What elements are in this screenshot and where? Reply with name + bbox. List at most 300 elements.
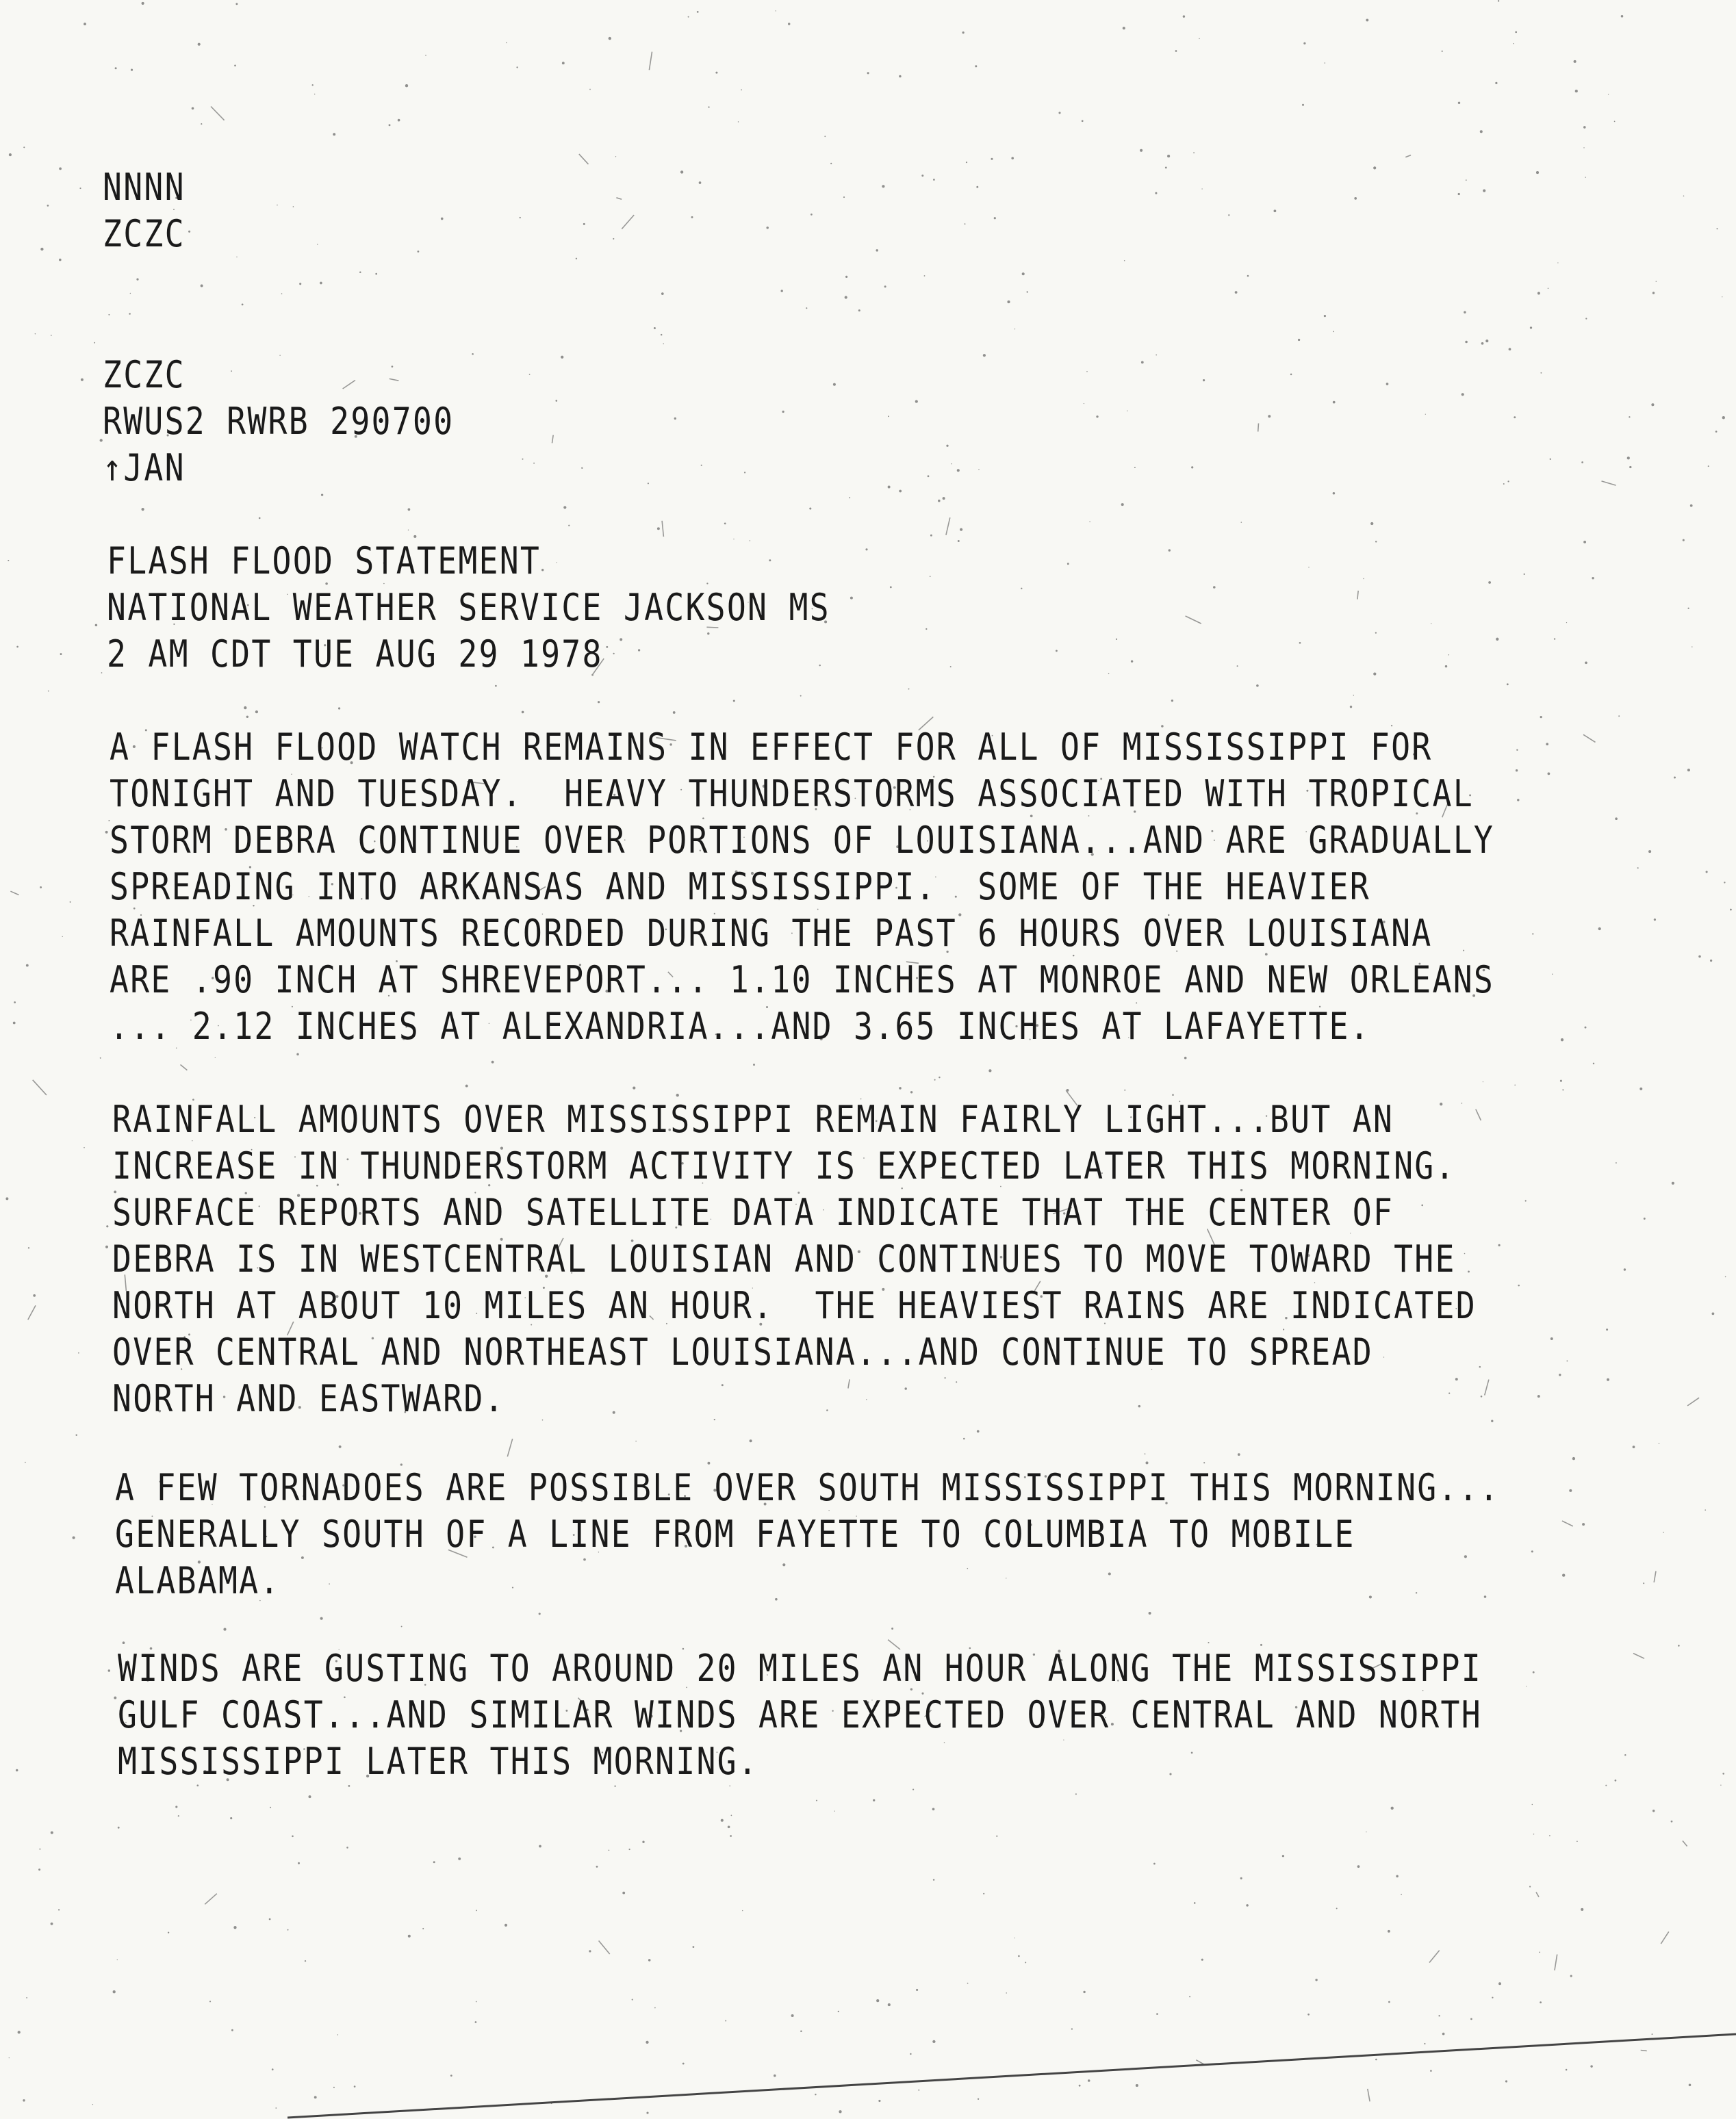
paper-scratch <box>1405 155 1411 157</box>
paper-speck <box>725 2020 726 2022</box>
paper-speck <box>815 2094 816 2095</box>
paper-speck <box>1663 1532 1664 1533</box>
paper-speck <box>1324 315 1326 317</box>
paper-speck <box>1481 342 1484 345</box>
paper-speck <box>1581 461 1583 463</box>
paper-speck <box>1256 684 1259 687</box>
paper-speck <box>408 1935 411 1938</box>
paper-speck <box>450 2075 452 2077</box>
paper-speck <box>910 2053 911 2055</box>
paragraph-line: MISSISSIPPI LATER THIS MORNING. <box>118 1740 759 1783</box>
paper-speck <box>114 1697 116 1699</box>
paper-speck <box>1134 467 1136 468</box>
paper-speck <box>1067 563 1069 565</box>
paper-speck <box>963 1438 965 1440</box>
paper-speck <box>458 1858 461 1860</box>
paper-scratch <box>1357 591 1358 600</box>
paper-speck <box>533 463 535 464</box>
paper-speck <box>1708 465 1709 467</box>
paper-speck <box>1333 331 1334 333</box>
paper-speck <box>769 559 771 561</box>
paper-speck <box>230 1817 232 1819</box>
paper-speck <box>1705 1509 1706 1511</box>
paper-speck <box>1325 62 1326 64</box>
paper-speck <box>506 42 507 44</box>
paper-speck <box>1566 622 1567 623</box>
paper-speck <box>1201 188 1202 189</box>
paper-speck <box>724 523 726 525</box>
paragraph-line: WINDS ARE GUSTING TO AROUND 20 MILES AN HOUR ALONG THE MISSISSIPPI <box>118 1647 1482 1690</box>
paper-speck <box>1425 414 1426 415</box>
paper-speck <box>930 535 932 537</box>
paper-speck <box>1056 650 1058 652</box>
paper-speck <box>1357 1865 1360 1868</box>
paper-speck <box>9 153 12 156</box>
paper-speck <box>392 365 394 368</box>
paper-speck <box>1562 1574 1565 1576</box>
paper-speck <box>1391 1807 1394 1810</box>
paper-speck <box>622 1892 625 1895</box>
paper-speck <box>1386 383 1389 385</box>
paragraph-line: ARE .90 INCH AT SHREVEPORT... 1.10 INCHES AT MONROE AND NEW ORLEANS <box>110 958 1495 1001</box>
paper-speck <box>1145 1461 1148 1464</box>
paper-speck <box>890 586 892 588</box>
paper-speck <box>131 69 133 71</box>
paper-speck <box>1184 1057 1187 1060</box>
paper-speck <box>1498 1982 1501 1985</box>
paper-speck <box>28 1247 29 1248</box>
paper-scratch <box>1583 734 1596 742</box>
paper-speck <box>1651 403 1654 406</box>
paper-speck <box>1165 167 1167 169</box>
paper-speck <box>741 89 742 90</box>
paper-speck <box>1481 1396 1483 1398</box>
paper-speck <box>1063 1739 1064 1740</box>
paper-speck <box>129 313 131 315</box>
paper-speck <box>1498 0 1499 1</box>
paper-speck <box>819 665 820 666</box>
paper-speck <box>62 936 63 937</box>
paper-speck <box>51 1923 53 1925</box>
paper-speck <box>824 136 826 137</box>
paper-speck <box>1461 1103 1463 1104</box>
paper-speck <box>693 1946 695 1948</box>
paper-speck <box>956 1381 957 1383</box>
paper-speck <box>1616 1162 1617 1164</box>
paper-speck <box>1203 379 1205 381</box>
paper-scratch <box>390 378 399 381</box>
paper-speck <box>866 1399 867 1400</box>
paper-speck <box>615 156 616 157</box>
paper-speck <box>320 282 322 285</box>
paper-speck <box>1075 1793 1077 1795</box>
paper-speck <box>1375 541 1377 542</box>
paper-speck <box>16 1769 18 1772</box>
paper-speck <box>967 1983 969 1984</box>
paper-speck <box>983 354 986 357</box>
paper-speck <box>563 506 566 509</box>
paper-speck <box>1131 660 1133 663</box>
paper-speck <box>309 1795 311 1798</box>
paper-speck <box>359 271 361 273</box>
paper-speck <box>296 1053 299 1056</box>
paper-speck <box>921 175 923 177</box>
paper-speck <box>1483 190 1485 192</box>
paper-speck <box>988 1069 991 1072</box>
paper-speck <box>1712 1313 1715 1315</box>
paper-speck <box>269 1918 271 1921</box>
paper-speck <box>830 163 832 164</box>
paper-speck <box>25 1462 26 1463</box>
paper-speck <box>255 710 258 713</box>
paper-speck <box>23 2099 25 2101</box>
paper-speck <box>1548 773 1550 775</box>
paper-speck <box>1532 933 1533 934</box>
paper-speck <box>730 1835 732 1837</box>
paper-speck <box>329 1583 330 1584</box>
paper-speck <box>638 649 640 651</box>
paper-speck <box>843 196 845 198</box>
paper-speck <box>657 527 660 530</box>
paper-speck <box>721 1819 724 1822</box>
paper-speck <box>642 1841 644 1843</box>
paper-speck <box>9 2057 10 2058</box>
paper-speck <box>661 334 662 335</box>
paper-speck <box>70 901 71 903</box>
paper-speck <box>1621 15 1624 18</box>
paper-speck <box>1583 541 1586 543</box>
paper-speck <box>1529 1886 1531 1887</box>
paper-speck <box>673 711 676 714</box>
paper-speck <box>826 1409 828 1411</box>
paper-speck <box>1614 121 1616 123</box>
paper-speck <box>957 469 960 472</box>
paper-speck <box>320 1617 323 1620</box>
paper-speck <box>1561 1038 1563 1041</box>
paper-speck <box>59 168 62 170</box>
paper-speck <box>1238 1453 1240 1456</box>
paper-speck <box>849 497 850 498</box>
paper-speck <box>209 2001 211 2002</box>
paper-scratch <box>1429 1951 1440 1963</box>
paper-scratch <box>507 1439 512 1456</box>
paper-speck <box>1136 2084 1138 2087</box>
paper-speck <box>946 445 948 447</box>
paper-speck <box>541 569 544 571</box>
paper-speck <box>339 1446 342 1448</box>
paper-speck <box>1082 120 1084 122</box>
paper-speck <box>81 378 84 381</box>
paper-speck <box>1116 639 1117 640</box>
paper-speck <box>192 107 194 110</box>
paper-speck <box>529 374 531 375</box>
paper-speck <box>791 2014 794 2017</box>
paper-speck <box>1533 1671 1535 1673</box>
paragraph-line: DEBRA IS IN WESTCENTRAL LOUISIAN AND CONTINUES TO MOVE TOWARD THE <box>112 1237 1456 1281</box>
paper-speck <box>408 509 411 511</box>
paper-speck <box>1058 112 1060 114</box>
paper-scratch <box>343 381 355 389</box>
paper-speck <box>1438 2015 1440 2016</box>
paper-speck <box>287 1929 288 1931</box>
paper-speck <box>321 493 323 496</box>
paper-speck <box>978 2098 979 2100</box>
paragraph-line: OVER CENTRAL AND NORTHEAST LOUISIANA...AND CONTINUE TO SPREAD <box>112 1331 1373 1374</box>
paper-speck <box>1401 1894 1402 1895</box>
paper-speck <box>589 89 591 90</box>
paper-speck <box>1458 193 1460 195</box>
paper-speck <box>930 576 931 577</box>
paper-speck <box>92 2104 93 2105</box>
paper-speck <box>1570 1975 1572 1977</box>
paper-speck <box>1618 715 1620 717</box>
paper-speck <box>1517 799 1519 801</box>
paper-speck <box>697 11 699 13</box>
paper-speck <box>60 653 62 655</box>
paper-scratch <box>1602 481 1616 485</box>
paper-speck <box>1652 2033 1653 2035</box>
paper-scratch <box>1476 1109 1481 1120</box>
paper-speck <box>1373 672 1376 675</box>
paper-speck <box>1652 292 1655 294</box>
paper-speck <box>389 124 391 126</box>
paper-speck <box>1516 749 1518 750</box>
paper-speck <box>512 1587 513 1589</box>
paper-speck <box>1639 1088 1642 1090</box>
paper-speck <box>1518 1285 1520 1287</box>
paper-scratch <box>205 1894 217 1905</box>
paper-speck <box>1466 179 1467 181</box>
paper-speck <box>613 653 614 654</box>
paper-speck <box>926 628 927 630</box>
paper-speck <box>75 1434 77 1435</box>
paper-speck <box>14 1001 16 1003</box>
paper-speck <box>298 1862 300 1864</box>
paper-speck <box>375 273 377 275</box>
paper-speck <box>975 65 977 67</box>
paper-speck <box>201 285 203 287</box>
paper-speck <box>744 472 745 473</box>
paper-scratch <box>33 1080 47 1095</box>
paper-scratch <box>1368 2089 1370 2102</box>
paper-speck <box>1458 102 1460 104</box>
paper-speck <box>198 43 201 46</box>
paper-speck <box>244 706 246 709</box>
paper-speck <box>1235 291 1238 294</box>
paper-speck <box>1557 262 1558 263</box>
paper-speck <box>1480 130 1483 133</box>
paper-speck <box>1247 275 1249 277</box>
paper-speck <box>994 217 996 219</box>
paper-speck <box>1246 1904 1249 1907</box>
paper-speck <box>1585 318 1587 319</box>
paper-speck <box>1282 1855 1284 1857</box>
paper-speck <box>1088 2079 1090 2082</box>
paper-speck <box>958 540 960 542</box>
paper-speck <box>1525 1200 1527 1201</box>
paper-speck <box>845 276 847 278</box>
paper-speck <box>1672 1182 1674 1185</box>
paper-speck <box>1540 372 1542 374</box>
paper-speck <box>47 205 49 207</box>
paper-speck <box>1025 1962 1026 1963</box>
paper-speck <box>1448 654 1450 656</box>
paper-speck <box>1582 1523 1585 1526</box>
paper-speck <box>1191 466 1193 468</box>
paper-speck <box>51 1832 53 1834</box>
paper-speck <box>272 2068 274 2070</box>
paper-speck <box>1539 1952 1540 1953</box>
paper-speck <box>1194 1902 1196 1904</box>
paper-speck <box>84 1147 85 1148</box>
paper-speck <box>1671 1821 1673 1823</box>
paper-speck <box>865 548 867 550</box>
paper-speck <box>130 293 131 294</box>
paper-speck <box>1507 683 1509 685</box>
paper-speck <box>1470 2018 1472 2020</box>
paper-speck <box>1167 155 1170 157</box>
paper-speck <box>663 344 664 345</box>
paper-speck <box>1583 126 1586 129</box>
paper-speck <box>405 84 408 87</box>
paper-speck <box>1648 850 1651 853</box>
paper-speck <box>707 632 709 634</box>
paper-speck <box>13 1022 16 1025</box>
paper-speck <box>522 711 524 714</box>
paper-speck <box>1213 586 1216 589</box>
paper-speck <box>596 1866 598 1868</box>
paper-speck <box>1514 1085 1516 1086</box>
paper-speck <box>962 31 965 34</box>
paper-speck <box>915 400 918 403</box>
paper-speck <box>1350 706 1352 708</box>
paper-speck <box>1566 1360 1568 1361</box>
paper-speck <box>23 146 25 148</box>
paper-speck <box>845 296 847 298</box>
paper-speck <box>1698 955 1700 958</box>
paper-speck <box>40 248 43 251</box>
paper-speck <box>753 1064 755 1066</box>
paper-speck <box>714 1419 715 1420</box>
paper-speck <box>18 2031 21 2033</box>
paper-speck <box>1011 157 1014 159</box>
paper-speck <box>136 279 138 281</box>
paper-speck <box>1240 1877 1242 1879</box>
paper-speck <box>1369 1595 1372 1598</box>
paper-speck <box>105 831 108 834</box>
paper-speck <box>674 418 676 420</box>
paper-speck <box>1123 27 1125 29</box>
paper-speck <box>976 186 978 188</box>
paper-speck <box>1424 2043 1425 2044</box>
paper-speck <box>1536 171 1539 174</box>
paper-speck <box>1540 2001 1542 2003</box>
paper-speck <box>8 560 9 561</box>
header-line-office-id: ↑JAN <box>103 446 186 489</box>
paper-speck <box>1683 195 1685 196</box>
paper-speck <box>1468 1270 1470 1272</box>
paper-speck <box>876 249 878 251</box>
paper-speck <box>1629 416 1630 418</box>
paper-speck <box>1175 50 1177 52</box>
paper-speck <box>1592 577 1594 579</box>
paper-speck <box>100 1057 101 1059</box>
paper-speck <box>1710 960 1712 962</box>
paper-speck <box>950 666 952 667</box>
paper-speck <box>35 333 36 334</box>
paper-speck <box>1503 483 1505 485</box>
paper-speck <box>1590 2065 1592 2067</box>
paper-speck <box>105 1246 108 1248</box>
paper-speck <box>516 66 518 68</box>
paper-speck <box>1690 504 1693 507</box>
paper-speck <box>1585 1027 1587 1029</box>
paper-speck <box>48 691 49 692</box>
paper-speck <box>476 2001 477 2003</box>
paper-speck <box>279 355 280 356</box>
paper-speck <box>775 1598 778 1601</box>
paper-speck <box>26 1997 27 1999</box>
paper-speck <box>932 2040 935 2043</box>
paper-scratch <box>662 521 663 537</box>
paper-speck <box>1516 769 1518 771</box>
paper-speck <box>1228 214 1229 216</box>
paper-scratch <box>1186 616 1201 624</box>
paper-speck <box>1169 1773 1171 1775</box>
paper-speck <box>1208 1642 1209 1643</box>
paper-speck <box>1615 1780 1617 1782</box>
paper-speck <box>16 646 18 648</box>
paper-speck <box>648 483 649 484</box>
paper-speck <box>231 370 232 372</box>
paper-speck <box>441 218 444 220</box>
paper-speck <box>1730 909 1732 911</box>
paper-speck <box>888 415 889 417</box>
paper-speck <box>1633 1446 1635 1448</box>
paragraph-line: STORM DEBRA CONTINUE OVER PORTIONS OF LOUISIANA...AND ARE GRADUALLY <box>110 819 1495 862</box>
issuing-office: NATIONAL WEATHER SERVICE JACKSON MS <box>107 586 830 629</box>
paper-speck <box>1268 415 1271 418</box>
paper-speck <box>800 2031 802 2033</box>
paper-speck <box>338 707 340 709</box>
paper-scratch <box>1258 424 1259 432</box>
paper-speck <box>233 1926 236 1929</box>
paper-speck <box>833 383 836 386</box>
paper-speck <box>1124 1090 1125 1091</box>
paper-speck <box>1689 2083 1692 2086</box>
paper-speck <box>609 1849 610 1851</box>
paper-speck <box>731 1815 732 1816</box>
paper-speck <box>1203 1462 1205 1463</box>
paper-speck <box>1550 1337 1553 1340</box>
paper-scratch <box>181 1065 188 1070</box>
paper-speck <box>556 562 557 563</box>
paper-speck <box>891 1628 893 1630</box>
paper-speck <box>561 356 563 359</box>
paper-speck <box>101 672 103 673</box>
paper-speck <box>899 1087 902 1090</box>
paper-speck <box>1485 339 1488 342</box>
paper-speck <box>1687 608 1689 609</box>
paper-speck <box>1303 42 1305 44</box>
paper-speck <box>965 223 966 224</box>
paper-speck <box>40 886 42 888</box>
paper-speck <box>1138 1405 1141 1408</box>
paper-speck <box>614 1786 615 1787</box>
paper-speck <box>1615 817 1618 820</box>
paper-speck <box>1531 1550 1533 1552</box>
paper-speck <box>729 1785 730 1786</box>
